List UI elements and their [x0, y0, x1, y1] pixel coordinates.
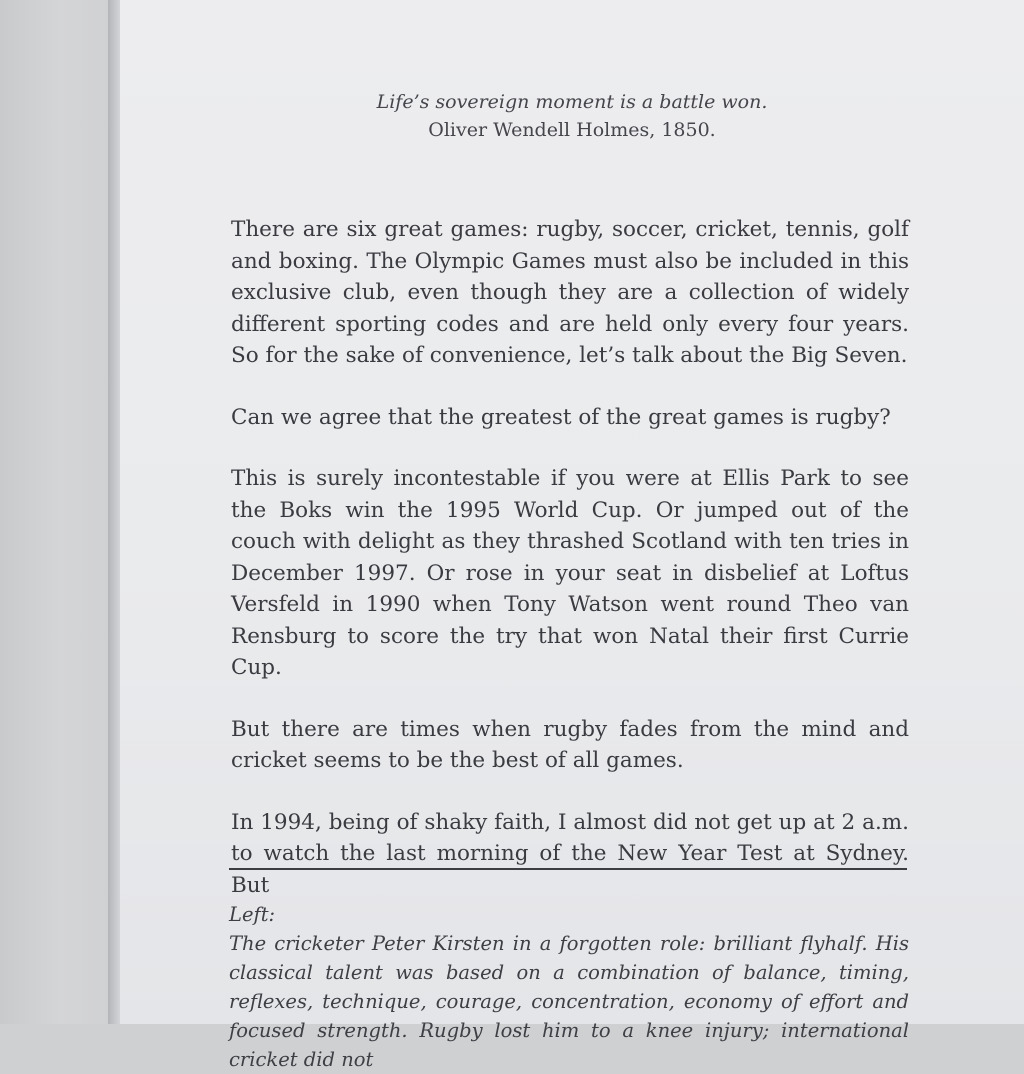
epigraph-attribution: Oliver Wendell Holmes, 1850. [428, 119, 716, 141]
epigraph [120, 88, 1024, 144]
paragraph-4: But there are times when rugby fades from the mind and cricket seems to be the best of all games. [231, 716, 909, 773]
caption-text: The cricketer Peter Kirsten in a forgotten role: brilliant flyhalf. His classical talent was based on a combination of balance, timing, reflexes, technique, courage, concentration, economy of effort and focused strength. Rugby lost him to a knee injury; international cricket did not [229, 932, 909, 1071]
epigraph-quote: Life’s sovereign moment is a battle won. [376, 91, 768, 113]
paragraph-1: There are six great games: rugby, soccer, cricket, tennis, golf and boxing. The Olympic Games must also be included in this exclusive club, even though they are a collection of widely different sporting codes and are held only every four years. So for the sake of convenience, let’s talk about the Big Seven. [231, 217, 909, 368]
book-page [120, 0, 1024, 1071]
caption-label: Left: [229, 903, 276, 926]
body-text [231, 214, 909, 931]
caption-divider [229, 868, 907, 870]
photo-caption [229, 900, 909, 1074]
paragraph-2: Can we agree that the greatest of the great games is rugby? [231, 404, 891, 430]
paragraph-3: This is surely incontestable if you were at Ellis Park to see the Boks win the 1995 World Cup. Or jumped out of the couch with delight as they thrashed Scotland with ten tries in December 1997. Or rose in your seat in disbelief at Loftus Versfeld in 1990 when Tony Watson went round Theo van Rensburg to score the try that won Natal their first Currie Cup. [231, 466, 909, 680]
paragraph-5: In 1994, being of shaky faith, I almost did not get up at 2 a.m. to watch the last morning of the New Year Test at Sydney. But [231, 809, 909, 898]
